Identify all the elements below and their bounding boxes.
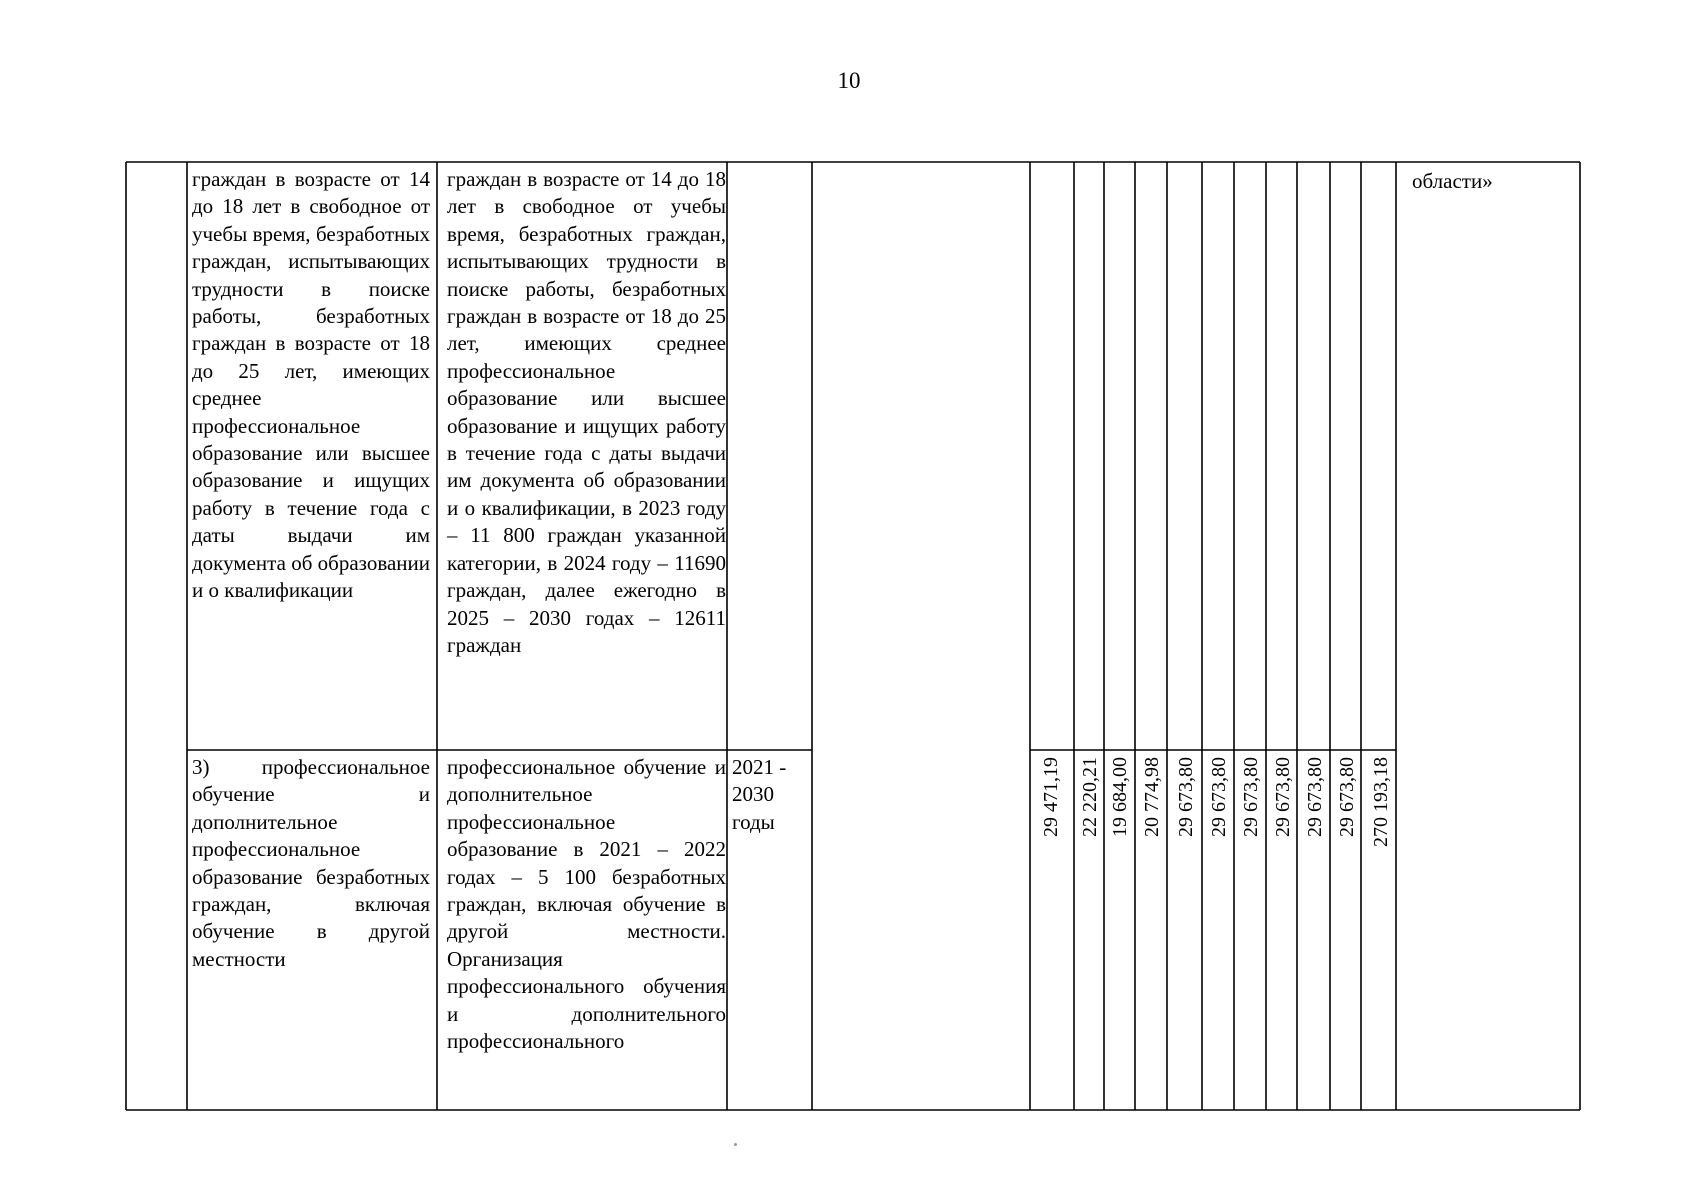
amount-value: 29 673,80 bbox=[1336, 757, 1358, 837]
row1-indicator-cell bbox=[447, 166, 726, 659]
amount-value: 29 673,80 bbox=[1240, 757, 1262, 837]
row2-description-cell bbox=[192, 754, 430, 973]
amount-cell bbox=[1173, 757, 1199, 887]
scan-speck bbox=[734, 1143, 737, 1146]
amount-cell bbox=[1206, 757, 1232, 887]
row2-period-cell bbox=[732, 754, 802, 836]
amount-cell bbox=[1334, 757, 1360, 887]
row2-description-text: 3) профессиональное обучение и дополнительное профессиональное образование безработных граждан, включая обучение в другой местности bbox=[192, 755, 430, 971]
row1-indicator-text: граждан в возрасте от 14 до 18 лет в свободное от учебы время, безработных граждан, испытывающих трудности в поиске работы, безработных граждан в возрасте от 18 до 25 лет, имеющих среднее профессиональное образование или высшее образование и ищущих работу в течение года с даты выдачи им документа об образовании и о квалификации, в 2023 году – 11 800 граждан указанной категории, в 2024 году – 11690 граждан, далее ежегодно в 2025 – 2030 годах – 12611 граждан bbox=[447, 167, 726, 657]
amount-cell bbox=[1368, 757, 1394, 887]
amount-cell bbox=[1107, 757, 1133, 887]
amount-cell bbox=[1139, 757, 1165, 887]
row1-description-text: граждан в возрасте от 14 до 18 лет в свободное от учебы время, безработных граждан, испытывающих трудности в поиске работы, безработных граждан в возрасте от 18 до 25 лет, имеющих среднее профессиональное образование или высшее образование и ищущих работу в течение года с даты выдачи им документа об образовании и о квалификации bbox=[192, 167, 430, 603]
amount-value: 29 673,80 bbox=[1272, 757, 1294, 837]
amount-cell bbox=[1302, 757, 1328, 887]
amount-value: 29 471,19 bbox=[1040, 757, 1062, 837]
amount-value: 20 774,98 bbox=[1141, 757, 1163, 837]
amount-cell bbox=[1077, 757, 1103, 887]
amount-value: 29 673,80 bbox=[1175, 757, 1197, 837]
row1-description-cell bbox=[192, 166, 430, 605]
page-number: 10 bbox=[837, 68, 861, 93]
amount-value: 29 673,80 bbox=[1208, 757, 1230, 837]
row2-indicator-text: профессиональное обучение и дополнительное профессиональное образование в 2021 – 2022 годах – 5 100 безработных граждан, включая обучение в другой местности. Организация профессионального обучения и дополнительного профессионального bbox=[447, 755, 726, 1054]
amount-value: 270 193,18 bbox=[1370, 757, 1392, 847]
row1-responsible-cell bbox=[1412, 168, 1572, 195]
amount-value: 19 684,00 bbox=[1109, 757, 1131, 837]
amount-cell bbox=[1270, 757, 1296, 887]
amount-value: 22 220,21 bbox=[1079, 757, 1101, 837]
row2-indicator-cell bbox=[447, 754, 726, 1055]
amount-cell bbox=[1038, 757, 1064, 887]
row1-responsible-text: области» bbox=[1412, 169, 1493, 193]
row2-period-text: 2021 - 2030 годы bbox=[732, 755, 787, 834]
amount-cell bbox=[1238, 757, 1264, 887]
amount-value: 29 673,80 bbox=[1304, 757, 1326, 837]
